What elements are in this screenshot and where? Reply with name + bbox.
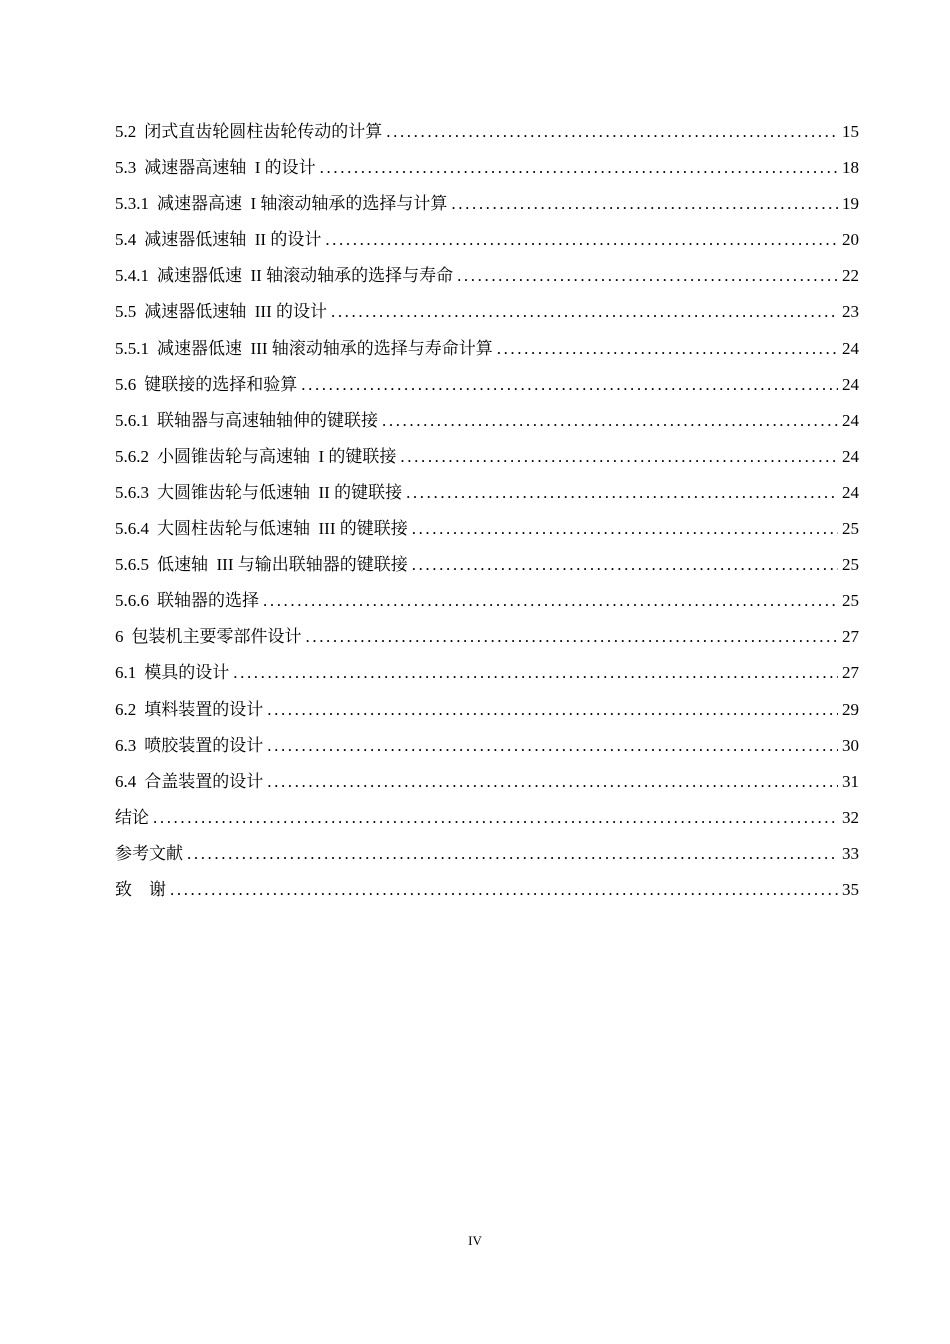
toc-entry-title: 减速器低速 III 轴滚动轴承的选择与寿命计算 (157, 338, 493, 358)
toc-entry-number: 5.5.1 (115, 338, 149, 358)
dot-leader (267, 732, 838, 760)
toc-entry-page: 27 (842, 663, 859, 683)
dot-leader (457, 262, 838, 290)
toc-entry-page: 25 (842, 519, 859, 539)
toc-entry-title: 参考文献 (115, 843, 183, 863)
toc-entry-page: 24 (842, 482, 859, 502)
toc-entry-page: 19 (842, 194, 859, 214)
toc-entry-page: 22 (842, 266, 859, 286)
toc-entry-title: 填料装置的设计 (144, 699, 264, 719)
toc-entry-page: 25 (842, 591, 859, 611)
toc-entry[interactable] (115, 262, 859, 298)
toc-entry-number: 6.2 (115, 699, 137, 719)
toc-entry-number: 5.2 (115, 122, 137, 141)
toc-entry-number: 6.4 (115, 771, 137, 791)
toc-entry-page: 18 (842, 158, 859, 178)
toc-entry[interactable] (115, 696, 859, 732)
dot-leader (412, 515, 838, 543)
dot-leader (320, 154, 838, 182)
toc-entry-title: 大圆锥齿轮与低速轴 II 的键联接 (157, 482, 403, 502)
toc-entry[interactable] (115, 840, 859, 876)
toc-entry-page: 30 (842, 735, 859, 755)
dot-leader (263, 587, 838, 615)
toc-entry[interactable] (115, 335, 859, 371)
dot-leader (233, 659, 838, 687)
toc-entry-title: 包装机主要零部件设计 (131, 627, 302, 647)
toc-entry-title: 键联接的选择和验算 (144, 374, 298, 394)
table-of-contents (115, 118, 859, 912)
toc-entry[interactable] (115, 118, 859, 154)
toc-entry-number: 6.3 (115, 735, 137, 755)
toc-entry-title: 模具的设计 (144, 663, 230, 683)
toc-entry-page: 27 (842, 627, 859, 647)
dot-leader (153, 804, 838, 832)
toc-entry-number: 5.4 (115, 230, 137, 250)
dot-leader (187, 840, 838, 868)
toc-entry-number: 6.1 (115, 663, 137, 683)
toc-entry-number: 5.6.3 (115, 482, 149, 502)
toc-entry-page: 35 (842, 879, 859, 899)
toc-entry-number: 5.3 (115, 158, 137, 178)
toc-entry[interactable] (115, 515, 859, 551)
toc-entry-page: 25 (842, 555, 859, 575)
dot-leader (451, 190, 838, 218)
toc-entry-page: 23 (842, 302, 859, 322)
toc-entry[interactable] (115, 587, 859, 623)
toc-entry[interactable] (115, 443, 859, 479)
toc-entry[interactable] (115, 804, 859, 840)
toc-entry-number: 5.5 (115, 302, 137, 322)
toc-entry-page: 29 (842, 699, 859, 719)
dot-leader (267, 768, 838, 796)
dot-leader (400, 443, 838, 471)
toc-entry-page: 24 (842, 374, 859, 394)
toc-entry-number: 5.6.2 (115, 446, 149, 466)
toc-entry-title: 结论 (115, 807, 149, 827)
toc-entry-title: 联轴器的选择 (157, 591, 259, 611)
dot-leader (170, 876, 838, 904)
toc-entry[interactable] (115, 551, 859, 587)
toc-entry[interactable] (115, 659, 859, 695)
toc-entry[interactable] (115, 190, 859, 226)
toc-entry[interactable] (115, 732, 859, 768)
dot-leader (306, 623, 839, 651)
dot-leader (497, 335, 838, 363)
toc-entry[interactable] (115, 768, 859, 804)
dot-leader (331, 298, 838, 326)
toc-entry[interactable] (115, 623, 859, 659)
toc-entry-title: 减速器高速轴 I 的设计 (144, 158, 316, 178)
toc-entry-title: 致 谢 (115, 879, 166, 899)
toc-entry-title: 减速器低速 II 轴滚动轴承的选择与寿命 (157, 266, 454, 286)
toc-entry-page: 24 (842, 410, 859, 430)
toc-entry-number: 5.6.6 (115, 591, 149, 611)
toc-entry-title: 喷胶装置的设计 (144, 735, 264, 755)
toc-entry[interactable] (115, 226, 859, 262)
toc-entry-page: 31 (842, 771, 859, 791)
toc-entry-page: 33 (842, 843, 859, 863)
toc-entry-page: 15 (842, 122, 859, 141)
dot-leader (412, 551, 838, 579)
toc-entry[interactable] (115, 298, 859, 334)
toc-entry-title: 减速器高速 I 轴滚动轴承的选择与计算 (157, 194, 448, 214)
toc-entry-page: 32 (842, 807, 859, 827)
toc-entry[interactable] (115, 407, 859, 443)
toc-entry-title: 低速轴 III 与输出联轴器的键联接 (157, 555, 408, 575)
toc-entry-title: 联轴器与高速轴轴伸的键联接 (157, 410, 378, 430)
toc-entry-number: 5.6.4 (115, 519, 149, 539)
toc-entry-number: 5.6 (115, 374, 137, 394)
toc-entry-title: 小圆锥齿轮与高速轴 I 的键联接 (157, 446, 397, 466)
toc-entry-page: 24 (842, 338, 859, 358)
toc-entry[interactable] (115, 876, 859, 912)
toc-entry-title: 大圆柱齿轮与低速轴 III 的键联接 (157, 519, 408, 539)
toc-entry-title: 合盖装置的设计 (144, 771, 264, 791)
toc-entry[interactable] (115, 479, 859, 515)
dot-leader (406, 479, 838, 507)
dot-leader (301, 371, 838, 399)
toc-entry[interactable] (115, 154, 859, 190)
dot-leader (325, 226, 838, 254)
toc-entry-page: 24 (842, 446, 859, 466)
toc-entry-page: 20 (842, 230, 859, 250)
toc-entry-number: 5.3.1 (115, 194, 149, 214)
dot-leader (386, 118, 838, 146)
toc-entry-title: 闭式直齿轮圆柱齿轮传动的计算 (144, 122, 383, 141)
toc-entry[interactable] (115, 371, 859, 407)
toc-entry-number: 6 (115, 627, 124, 647)
toc-entry-title: 减速器低速轴 II 的设计 (144, 230, 322, 250)
toc-entry-number: 5.6.1 (115, 410, 149, 430)
dot-leader (382, 407, 838, 435)
page-number-footer: IV (468, 1233, 482, 1248)
toc-entry-title: 减速器低速轴 III 的设计 (144, 302, 327, 322)
toc-entry-number: 5.6.5 (115, 555, 149, 575)
dot-leader (267, 696, 838, 724)
toc-entry-number: 5.4.1 (115, 266, 149, 286)
